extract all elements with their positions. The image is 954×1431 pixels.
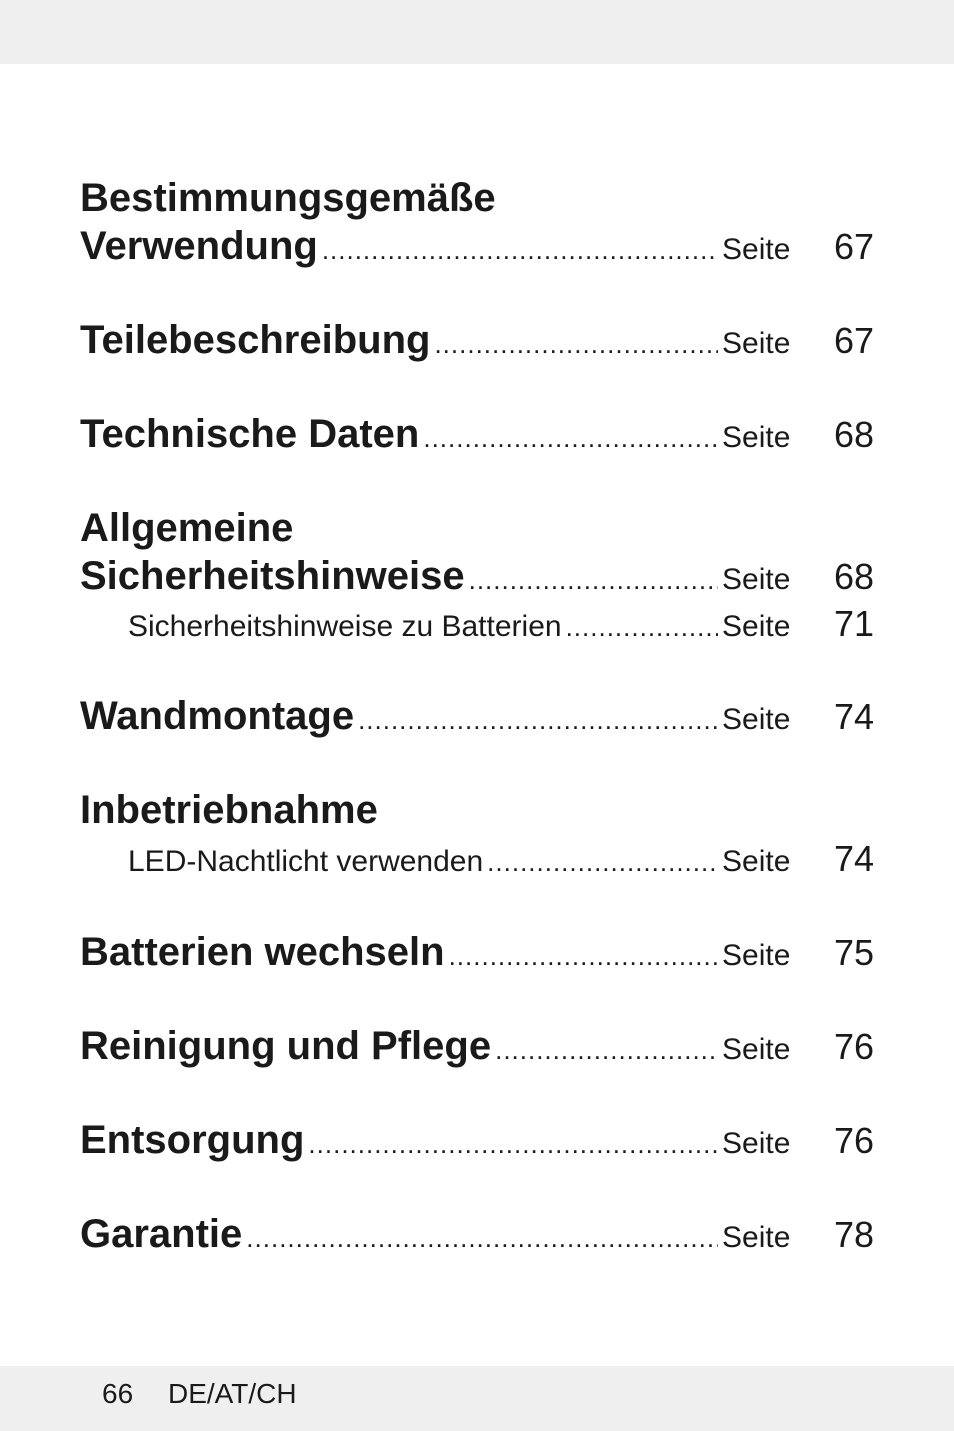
toc-entry-batterien (80, 928, 874, 976)
toc-entry-entsorgung (80, 1116, 874, 1164)
toc-subtitle: Sicherheitshinweise zu Batterien (128, 610, 562, 643)
toc-row (80, 1116, 874, 1164)
toc-page-number: 67 (833, 226, 874, 267)
toc-title-line2: Sicherheitshinweise (80, 554, 465, 598)
toc-row (80, 1210, 874, 1258)
toc-row (80, 552, 874, 600)
toc-title: Batterien wechseln (80, 930, 445, 974)
toc-title-line1: Bestimmungsgemäße (80, 176, 496, 220)
toc-title-line1: Allgemeine (80, 506, 294, 550)
toc-seite-label: Seite (722, 1127, 791, 1160)
toc-title: Reinigung und Pflege (80, 1024, 492, 1068)
toc-row (80, 603, 874, 647)
header-band (0, 0, 954, 64)
footer-band (0, 1366, 954, 1431)
toc-title: Entsorgung (80, 1118, 305, 1162)
toc-row (80, 316, 874, 364)
toc-subtitle: LED-Nachtlicht verwenden (128, 845, 484, 878)
toc-title: Technische Daten (80, 412, 420, 456)
toc-leader-dots (469, 565, 718, 596)
footer-language: DE/AT/CH (168, 1378, 297, 1409)
toc-page-number: 74 (833, 696, 874, 737)
toc-leader-dots (487, 847, 718, 878)
toc-leader-dots (449, 941, 718, 972)
toc-title: Wandmontage (80, 694, 355, 738)
toc-entry-bestimmung (80, 174, 874, 270)
toc-entry-batterie-hinweise (80, 603, 874, 647)
footer-page-number: 66 (102, 1378, 134, 1409)
toc-seite-label: Seite (722, 327, 791, 360)
toc-row (80, 838, 874, 882)
toc-page-number: 76 (833, 1026, 874, 1067)
toc-title: Teilebeschreibung (80, 318, 431, 362)
toc-title: Inbetriebnahme (80, 788, 378, 832)
toc-title-line2: Verwendung (80, 224, 318, 268)
toc-entry-technisch (80, 410, 874, 458)
toc-entry-teile (80, 316, 874, 364)
toc-seite-label: Seite (722, 233, 791, 266)
toc-row (80, 928, 874, 976)
toc-seite-label: Seite (722, 939, 791, 972)
toc-seite-label: Seite (722, 421, 791, 454)
toc-row (80, 692, 874, 740)
toc-entry-wand (80, 692, 874, 740)
toc-seite-label: Seite (722, 563, 791, 596)
toc-leader-dots (434, 329, 718, 360)
toc-seite-label: Seite (722, 1221, 791, 1254)
toc-row (80, 1022, 874, 1070)
toc-leader-dots (246, 1223, 718, 1254)
toc-seite-label: Seite (722, 610, 791, 643)
toc-seite-label: Seite (722, 845, 791, 878)
toc-entry-garantie (80, 1210, 874, 1258)
toc-page-number: 68 (833, 556, 874, 597)
toc-row (80, 222, 874, 270)
toc-row (80, 410, 874, 458)
toc-entry-reinigung (80, 1022, 874, 1070)
toc-leader-dots (566, 612, 718, 643)
toc-seite-label: Seite (722, 703, 791, 736)
toc-page-number: 67 (833, 320, 874, 361)
toc-page-number: 78 (833, 1214, 874, 1255)
toc-page-number: 71 (833, 603, 874, 644)
toc-page-number: 74 (833, 838, 874, 879)
toc-leader-dots (358, 705, 718, 736)
toc-leader-dots (423, 423, 718, 454)
toc-entry-led (80, 838, 874, 882)
toc-page-number: 76 (833, 1120, 874, 1161)
toc-entry-allgemein (80, 504, 874, 600)
toc-page-number: 68 (833, 414, 874, 455)
toc-title: Garantie (80, 1212, 243, 1256)
toc-leader-dots (322, 235, 718, 266)
toc-entry-inbetrieb (80, 786, 874, 834)
toc-leader-dots (495, 1035, 718, 1066)
toc-seite-label: Seite (722, 1033, 791, 1066)
toc-page-number: 75 (833, 932, 874, 973)
toc-leader-dots (308, 1129, 718, 1160)
